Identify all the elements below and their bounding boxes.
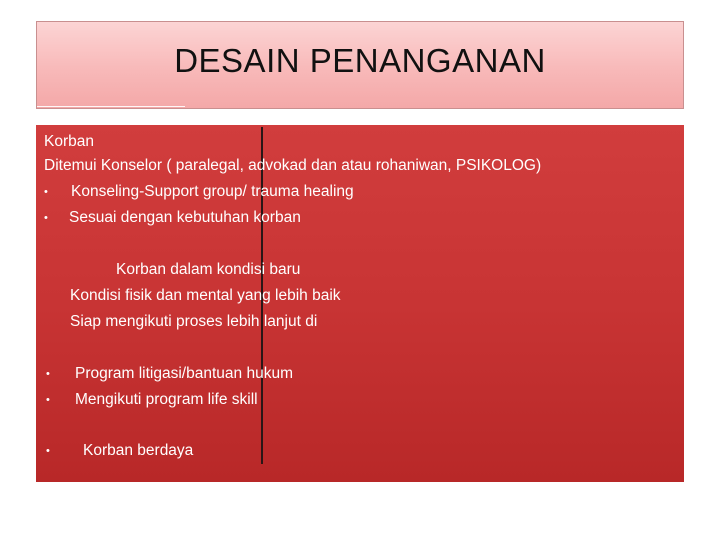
text-line-korban: Korban xyxy=(44,133,94,150)
title-underline xyxy=(37,106,185,107)
content-box xyxy=(36,125,684,482)
text-line-siap: Siap mengikuti proses lebih lanjut di xyxy=(70,313,318,330)
title-box xyxy=(36,21,684,109)
text-line-kondisi-fisik: Kondisi fisik dan mental yang lebih baik xyxy=(70,287,341,304)
text-line-life-skill: Mengikuti program life skill xyxy=(75,391,258,408)
bullet-icon: • xyxy=(46,368,50,380)
bullet-icon: • xyxy=(44,212,48,224)
text-line-konseling: Konseling-Support group/ trauma healing xyxy=(71,183,354,200)
bullet-icon: • xyxy=(46,394,50,406)
text-line-program: Program litigasi/bantuan hukum xyxy=(75,365,293,382)
bullet-icon: • xyxy=(44,186,48,198)
bullet-icon: • xyxy=(46,445,50,457)
text-line-berdaya: Korban berdaya xyxy=(83,442,194,459)
text-line-ditemui: Ditemui Konselor ( paralegal, advokad dan atau rohaniwan, PSIKOLOG) xyxy=(44,157,542,174)
text-line-kondisi-baru: Korban dalam kondisi baru xyxy=(116,261,301,278)
slide-title: DESAIN PENANGANAN xyxy=(174,42,546,79)
text-line-sesuai: Sesuai dengan kebutuhan korban xyxy=(69,209,301,226)
